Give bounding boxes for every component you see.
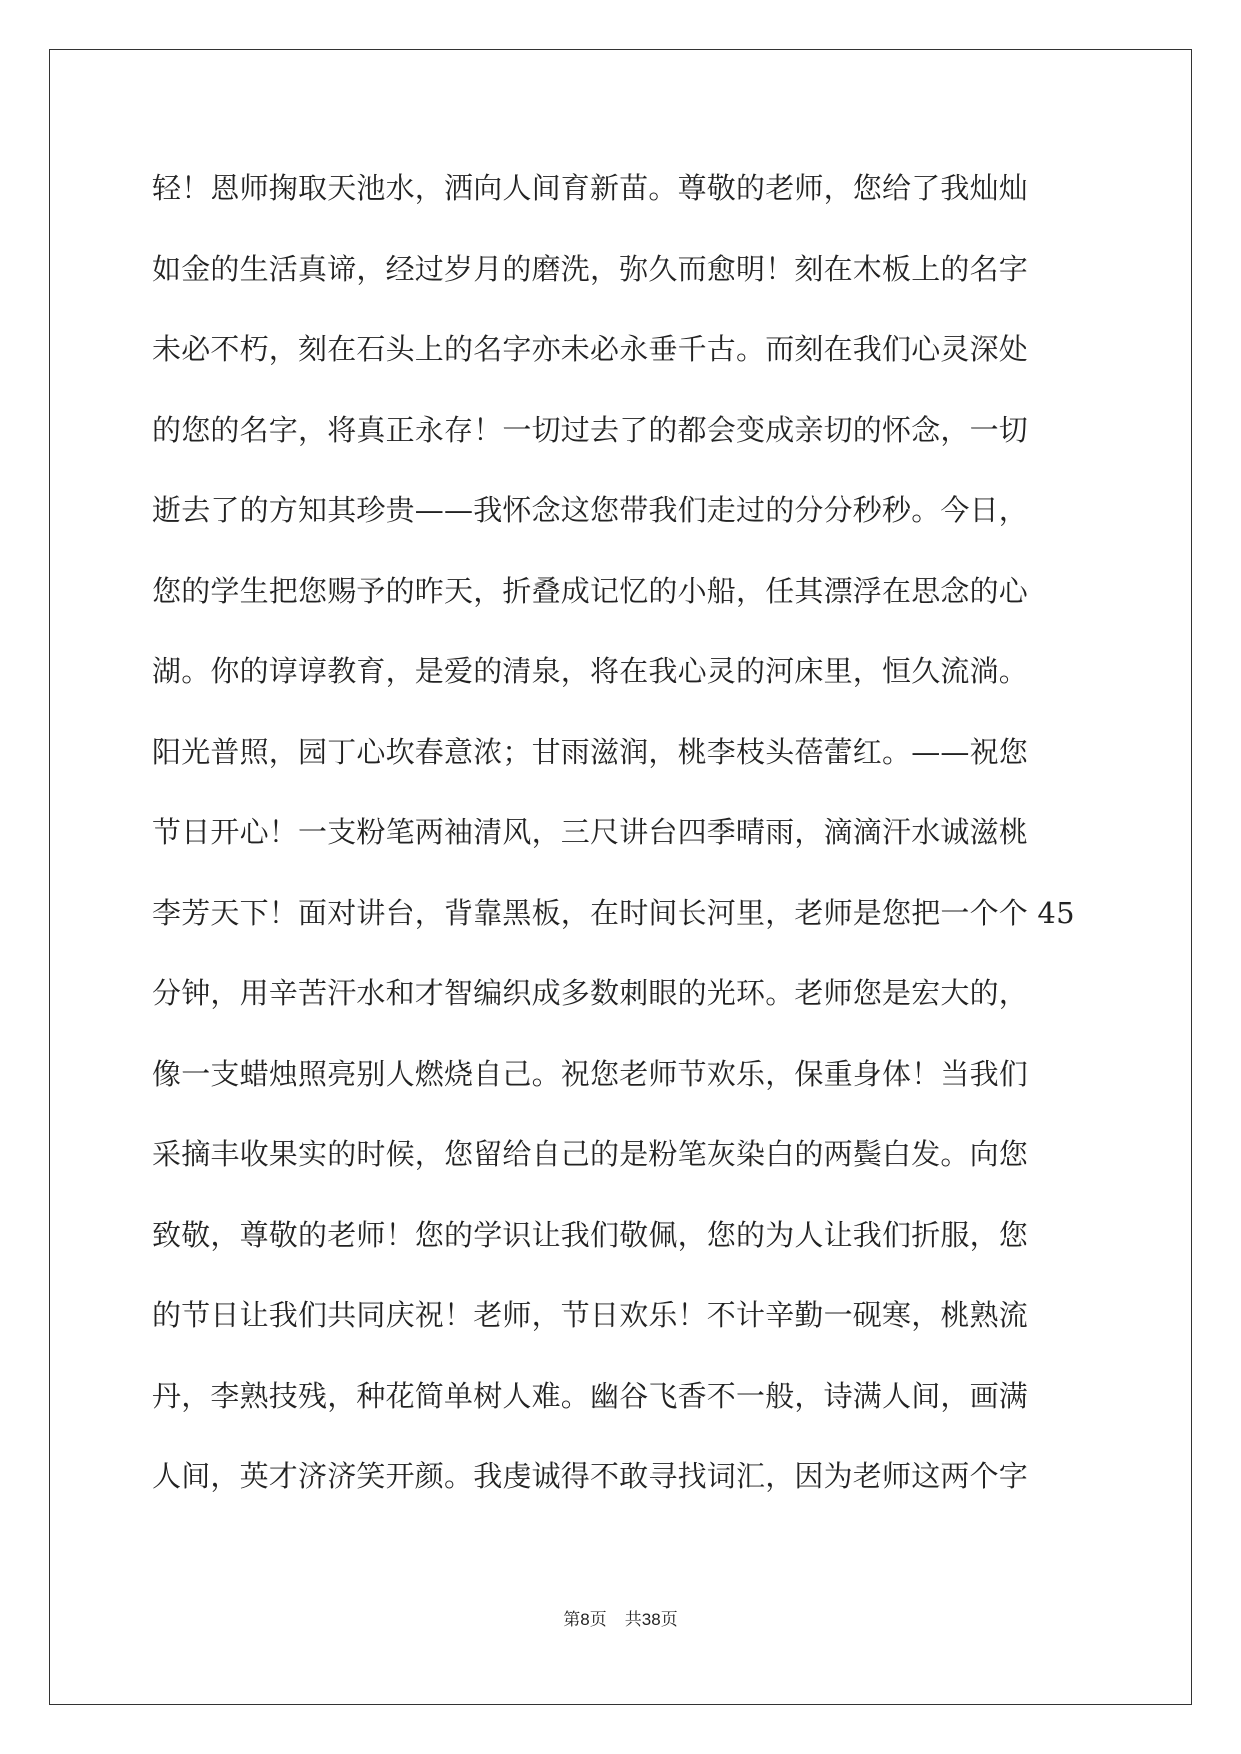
page-number: 8 xyxy=(580,1610,590,1629)
body-line: 分钟，用辛苦汗水和才智编织成多数刺眼的光环。老师您是宏大的， xyxy=(152,976,1029,1010)
body-line: 采摘丰收果实的时候，您留给自己的是粉笔灰染白的两鬓白发。向您 xyxy=(152,1137,1029,1171)
body-line: 致敬，尊敬的老师！您的学识让我们敬佩，您的为人让我们折服，您 xyxy=(152,1217,1029,1252)
body-line: 节日开心！一支粉笔两袖清风，三尺讲台四季晴雨，滴滴汗水诚滋桃 xyxy=(152,815,1029,849)
page-prefix: 第 xyxy=(563,1610,581,1630)
body-line: 的您的名字，将真正永存！一切过去了的都会变成亲切的怀念，一切 xyxy=(152,412,1029,447)
body-line: 湖。你的谆谆教育，是爱的清泉，将在我心灵的河床里，恒久流淌。 xyxy=(152,654,1029,688)
body-line: 阳光普照，园丁心坎春意浓；甘雨滋润，桃李枝头蓓蕾红。——祝您 xyxy=(152,734,1029,769)
body-line: 逝去了的方知其珍贵——我怀念这您带我们走过的分分秒秒。今日， xyxy=(152,493,1029,527)
page-footer xyxy=(0,1605,1241,1630)
body-line: 您的学生把您赐予的昨天，折叠成记忆的小船，任其漂浮在思念的心 xyxy=(152,573,1029,608)
body-line: 像一支蜡烛照亮别人燃烧自己。祝您老师节欢乐，保重身体！当我们 xyxy=(152,1056,1029,1091)
body-line: 的节日让我们共同庆祝！老师，节日欢乐！不计辛勤一砚寒，桃熟流 xyxy=(152,1298,1029,1332)
body-line: 未必不朽，刻在石头上的名字亦未必永垂千古。而刻在我们心灵深处 xyxy=(152,332,1029,366)
body-text xyxy=(152,163,1097,1532)
total-prefix: 共 xyxy=(624,1610,642,1630)
body-line: 丹，李熟技残，种花简单树人难。幽谷飞香不一般，诗满人间，画满 xyxy=(152,1378,1029,1413)
body-line: 轻！恩师掬取天池水，洒向人间育新苗。尊敬的老师，您给了我灿灿 xyxy=(152,171,1029,205)
total-pages-label xyxy=(625,1610,678,1630)
total-pages: 38 xyxy=(641,1610,661,1629)
total-suffix: 页 xyxy=(660,1610,678,1630)
body-line: 人间，英才济济笑开颜。我虔诚得不敢寻找词汇，因为老师这两个字 xyxy=(152,1459,1029,1493)
page-number-label xyxy=(563,1610,606,1630)
body-line: 李芳天下！面对讲台，背靠黑板，在时间长河里，老师是您把一个个 45 xyxy=(152,895,1075,930)
body-line: 如金的生活真谛，经过岁月的磨洗，弥久而愈明！刻在木板上的名字 xyxy=(152,251,1029,286)
page-suffix: 页 xyxy=(589,1610,607,1630)
